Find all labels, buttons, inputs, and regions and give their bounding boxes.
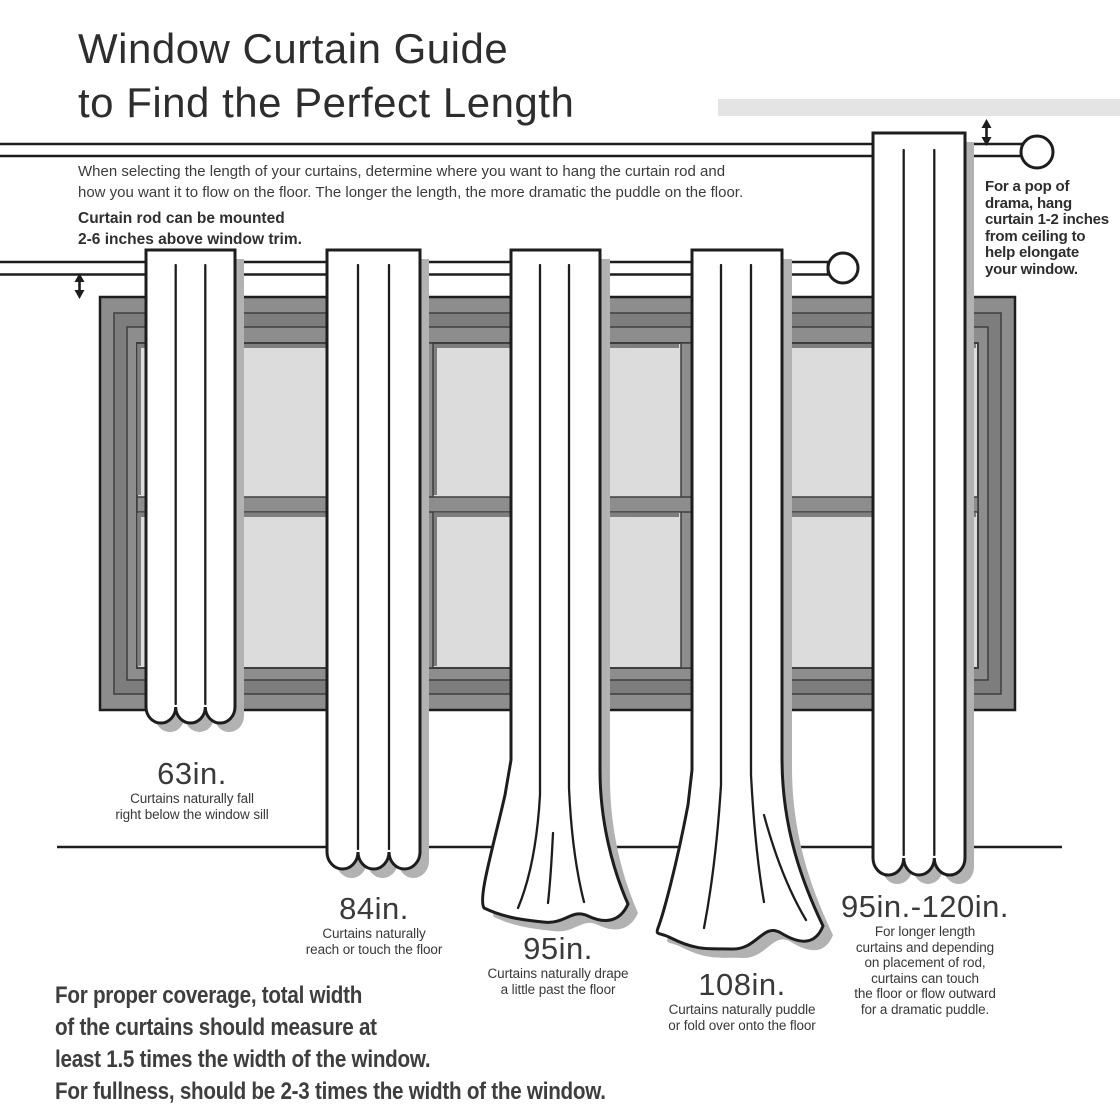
curtain-63in <box>146 250 244 732</box>
title-line-2: to Find the Perfect Length <box>78 79 575 126</box>
curtain-panel <box>146 250 235 723</box>
length-value: 95in. <box>523 931 593 966</box>
ceiling-gap-arrow-icon <box>982 119 992 146</box>
length-value: 95in.-120in. <box>840 889 1009 924</box>
curtain-length-label-95in: 95in. Curtains naturally drape a little past the floor <box>448 932 668 997</box>
ceiling-bar <box>718 99 1120 116</box>
curtain-panel <box>873 133 965 875</box>
length-value: 63in. <box>157 756 227 791</box>
length-value: 108in. <box>698 967 786 1002</box>
rod-finial-icon <box>828 253 858 283</box>
page-title <box>78 22 574 130</box>
rod-finial-icon <box>1021 136 1053 168</box>
curtain-length-label-95-120in: 95in.-120in. For longer length curtains and depending on placement of rod, curtains can touch the floor or flow outward for a dramatic puddle. <box>815 890 1035 1017</box>
title-line-1: Window Curtain Guide <box>78 25 509 72</box>
ceiling-mount-note: For a pop of drama, hang curtain 1-2 inches from ceiling to help elongate your window. <box>985 178 1109 278</box>
coverage-note: For proper coverage, total width of the curtains should measure at least 1.5 times the width of the window. For fullness, should be 2-3 times the width of the window. <box>55 982 606 1105</box>
curtain-95-120in <box>873 133 974 884</box>
curtain-length-label-108in: 108in. Curtains naturally puddle or fold over onto the floor <box>632 968 852 1033</box>
curtain-panel <box>327 250 420 869</box>
curtain-84in <box>327 250 429 878</box>
intro-text: When selecting the length of your curtains, determine where you want to hang the curtain rod and how you want it to flow on the floor. The longer the length, the more dramatic the puddle on the floor. <box>78 163 744 201</box>
length-value: 84in. <box>339 891 409 926</box>
curtain-length-label-84in: 84in. Curtains naturally reach or touch the floor <box>274 892 474 957</box>
rod-mounting-note: Curtain rod can be mounted 2-6 inches above window trim. <box>78 210 302 248</box>
rod-trim-gap-arrow-icon <box>75 273 85 299</box>
curtain-length-label-63in: 63in. Curtains naturally fall right below the window sill <box>92 757 292 822</box>
